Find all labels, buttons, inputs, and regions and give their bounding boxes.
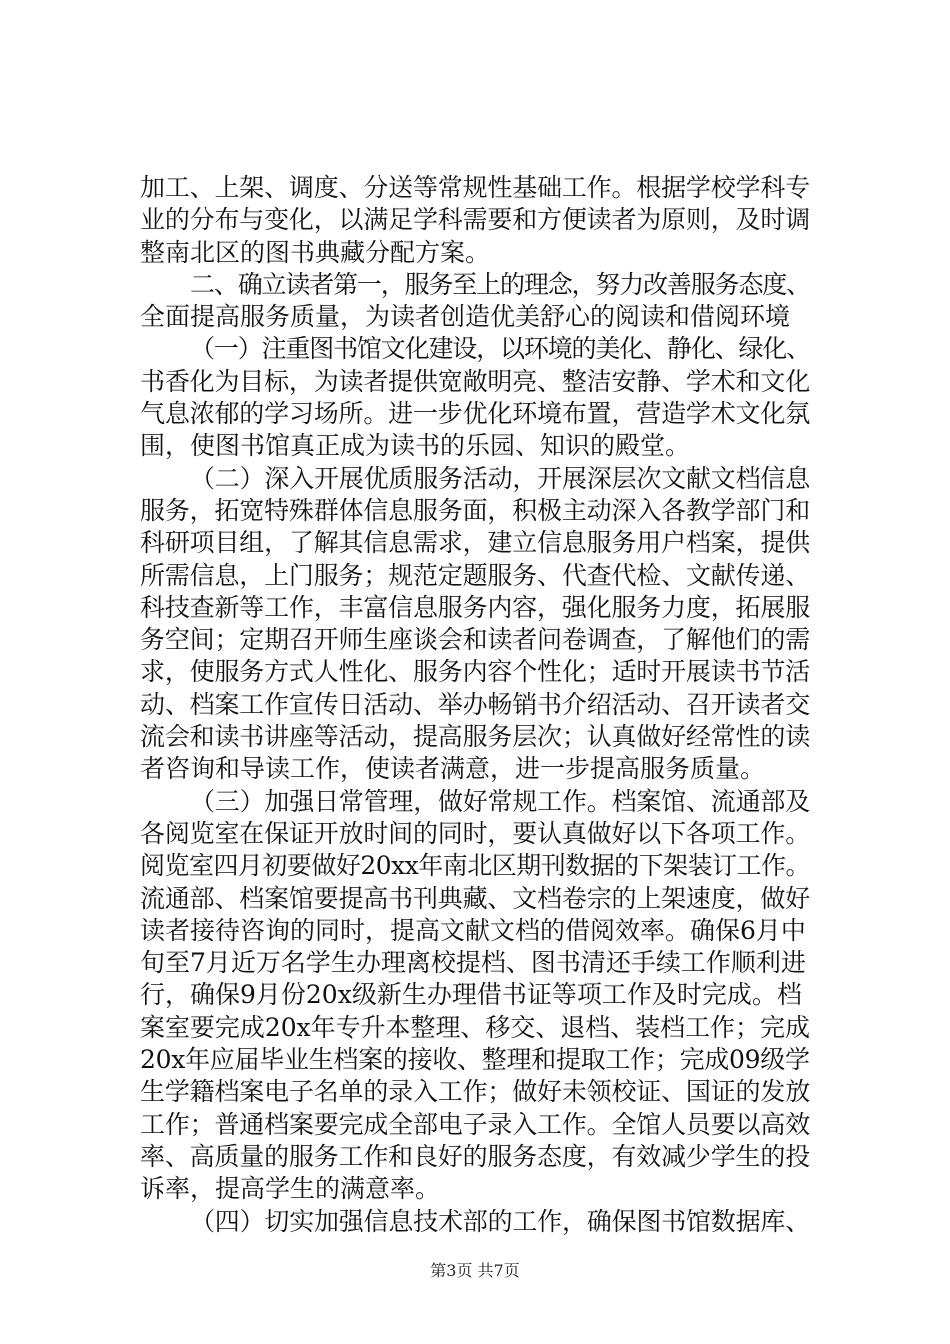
text-line: 服务，拓宽特殊群体信息服务面，积极主动深入各教学部门和 xyxy=(140,495,811,525)
text-line: 整南北区的图书典藏分配方案。 xyxy=(140,237,491,267)
text-line: 求，使服务方式人性化、服务内容个性化；适时开展读书节活 xyxy=(140,657,811,687)
text-line: 全面提高服务质量，为读者创造优美舒心的阅读和借阅环境 xyxy=(140,302,791,332)
text-line: 旬至7月近万名学生办理离校提档、图书清还手续工作顺利进 xyxy=(140,948,806,978)
text-line: 气息浓郁的学习场所。进一步优化环境布置，营造学术文化氛 xyxy=(140,399,811,429)
text-line: 加工、上架、调度、分送等常规性基础工作。根据学校学科专 xyxy=(140,173,811,202)
text-line: 围，使图书馆真正成为读书的乐园、知识的殿堂。 xyxy=(140,431,691,461)
text-line: 流会和读书讲座等活动，提高服务层次；认真做好经常性的读 xyxy=(140,722,811,752)
text-line: 工作；普通档案要完成全部电子录入工作。全馆人员要以高效 xyxy=(140,1109,811,1139)
text-line: 各阅览室在保证开放时间的同时，要认真做好以下各项工作。 xyxy=(140,818,811,848)
text-line: 20x年应届毕业生档案的接收、整理和提取工作；完成09级学 xyxy=(140,1045,810,1075)
document-body xyxy=(140,172,810,1238)
text-line: 所需信息，上门服务；规范定题服务、代查代检、文献传递、 xyxy=(140,560,811,590)
text-line: 科技查新等工作，丰富信息服务内容，强化服务力度，拓展服 xyxy=(140,592,811,622)
text-line: （三）加强日常管理，做好常规工作。档案馆、流通部及 xyxy=(190,786,811,816)
text-line: 读者接待咨询的同时，提高文献文档的借阅效率。确保6月中 xyxy=(140,915,806,945)
text-line: 率、高质量的服务工作和良好的服务态度，有效减少学生的投 xyxy=(140,1141,811,1171)
text-line: 生学籍档案电子名单的录入工作；做好未领校证、国证的发放 xyxy=(140,1077,811,1107)
text-line: 诉率，提高学生的满意率。 xyxy=(140,1174,441,1204)
text-line: 业的分布与变化，以满足学科需要和方便读者为原则，及时调 xyxy=(140,205,811,235)
text-line: （一）注重图书馆文化建设，以环境的美化、静化、绿化、 xyxy=(190,334,811,364)
page-footer xyxy=(0,1258,950,1281)
text-line: 二、确立读者第一，服务至上的理念，努力改善服务态度、 xyxy=(190,269,811,299)
text-line: （四）切实加强信息技术部的工作，确保图书馆数据库、 xyxy=(190,1206,811,1236)
text-line: 阅览室四月初要做好20xx年南北区期刊数据的下架装订工作。 xyxy=(140,851,811,881)
text-line: 案室要完成20x年专升本整理、移交、退档、装档工作；完成 xyxy=(140,1012,810,1042)
text-line: 书香化为目标，为读者提供宽敞明亮、整洁安静、学术和文化 xyxy=(140,366,811,396)
text-line: 者咨询和导读工作，使读者满意，进一步提高服务质量。 xyxy=(140,754,766,784)
text-line: 务空间；定期召开师生座谈会和读者问卷调查，了解他们的需 xyxy=(140,625,811,655)
text-line: （二）深入开展优质服务活动，开展深层次文献文档信息 xyxy=(190,463,811,493)
page-number-label: 第3页 共7页 xyxy=(430,1261,520,1280)
text-line: 科研项目组，了解其信息需求，建立信息服务用户档案，提供 xyxy=(140,528,811,558)
text-line: 流通部、档案馆要提高书刊典藏、文档卷宗的上架速度，做好 xyxy=(140,883,811,913)
text-line: 动、档案工作宣传日活动、举办畅销书介绍活动、召开读者交 xyxy=(140,689,811,719)
text-line: 行，确保9月份20x级新生办理借书证等项工作及时完成。档 xyxy=(140,980,802,1010)
